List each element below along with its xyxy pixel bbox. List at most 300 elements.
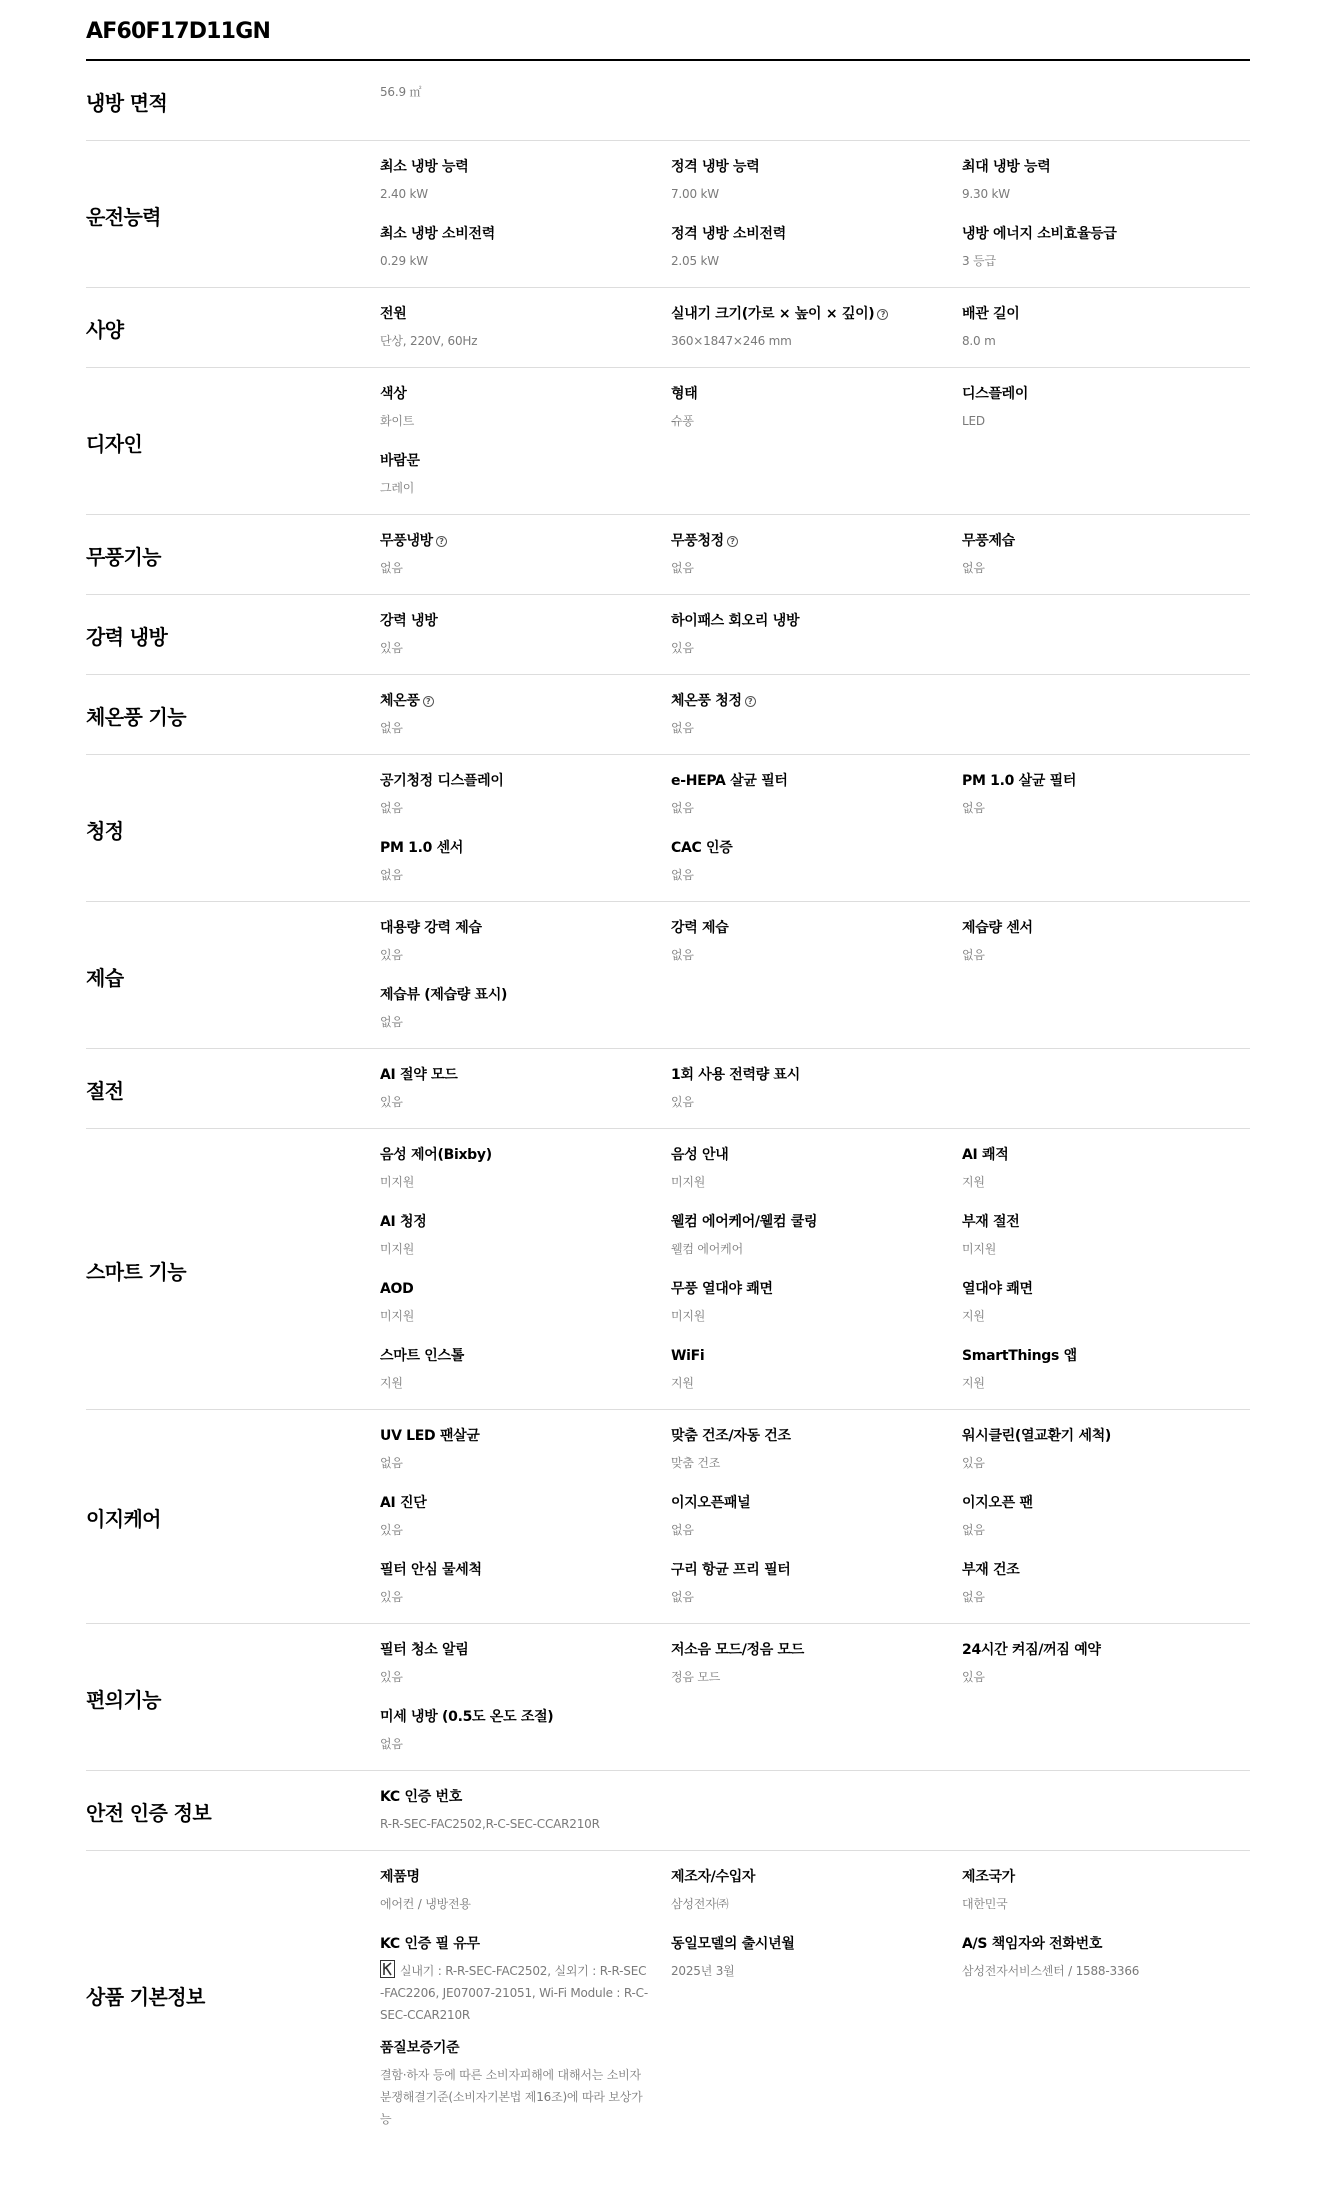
section-title: 절전 <box>86 1079 124 1103</box>
spec-item <box>671 218 962 285</box>
spec-value-text: 없음 <box>962 1523 985 1537</box>
spec-label <box>380 685 649 713</box>
spec-grid <box>380 298 1252 365</box>
section-title: 사양 <box>86 318 124 342</box>
spec-value-text: 없음 <box>671 948 694 962</box>
section-title: 운전능력 <box>86 204 161 229</box>
spec-item <box>380 1206 671 1273</box>
spec-value <box>380 1666 649 1688</box>
spec-value <box>380 1452 649 1474</box>
spec-item <box>671 832 962 899</box>
section-title: 체온풍 기능 <box>86 705 186 729</box>
spec-label <box>962 1928 1230 1956</box>
spec-value <box>671 1893 940 1915</box>
spec-label-text: KC 인증 필 유무 <box>380 1936 480 1952</box>
spec-value <box>380 330 649 352</box>
spec-item <box>671 1554 962 1621</box>
spec-label <box>380 1781 649 1809</box>
spec-label <box>380 445 649 473</box>
spec-label <box>962 1634 1230 1662</box>
spec-label-text: 전원 <box>380 306 407 322</box>
spec-value <box>671 1586 940 1608</box>
spec-value-text: 미지원 <box>380 1309 415 1323</box>
spec-label-text: 최소 냉방 소비전력 <box>380 226 495 242</box>
spec-label-text: AI 청정 <box>380 1214 427 1230</box>
spec-item <box>671 685 962 752</box>
spec-value-text: 있음 <box>380 641 403 655</box>
spec-item <box>962 525 1252 592</box>
section-title: 제습 <box>86 965 124 990</box>
spec-section <box>86 141 1250 288</box>
spec-label-text: 형태 <box>671 386 698 402</box>
spec-value <box>671 1372 940 1394</box>
spec-grid <box>380 1634 1252 1768</box>
spec-value-text: 있음 <box>380 1523 403 1537</box>
spec-value <box>962 1893 1230 1915</box>
spec-label <box>962 1340 1230 1368</box>
spec-grid <box>380 1420 1252 1621</box>
spec-section <box>86 1624 1250 1771</box>
spec-item <box>380 1701 671 1768</box>
spec-label-text: 최소 냉방 능력 <box>380 159 469 175</box>
spec-item <box>380 1340 671 1407</box>
spec-grid <box>380 1139 1252 1407</box>
spec-value-text: 없음 <box>671 1523 694 1537</box>
spec-value <box>962 944 1230 966</box>
spec-label-text: 구리 항균 프리 필터 <box>671 1562 791 1578</box>
spec-value <box>671 1666 940 1688</box>
spec-value <box>671 410 940 432</box>
spec-value <box>962 1305 1230 1327</box>
spec-label <box>671 1340 940 1368</box>
spec-value <box>962 410 1230 432</box>
spec-label-text: UV LED 팬살균 <box>380 1428 480 1444</box>
spec-label <box>380 1059 649 1087</box>
spec-value-text: 지원 <box>380 1376 403 1390</box>
spec-label-text: 제조자/수입자 <box>671 1869 756 1885</box>
spec-item <box>380 605 671 672</box>
spec-value-text: 없음 <box>380 1015 403 1029</box>
spec-label-text: PM 1.0 센서 <box>380 840 464 856</box>
spec-item <box>380 685 671 752</box>
spec-item <box>380 1059 671 1126</box>
spec-grid <box>380 525 1252 592</box>
spec-label-text: 공기청정 디스플레이 <box>380 773 504 789</box>
spec-label <box>671 605 940 633</box>
spec-label <box>380 1273 649 1301</box>
spec-value <box>380 1011 649 1033</box>
spec-label-text: 제습량 센서 <box>962 920 1033 936</box>
spec-label-text: 부재 절전 <box>962 1214 1020 1230</box>
spec-section <box>86 902 1250 1049</box>
spec-item <box>962 378 1252 445</box>
spec-label-text: 음성 안내 <box>671 1147 729 1163</box>
spec-value <box>671 183 940 205</box>
spec-label-text: 무풍제습 <box>962 533 1015 549</box>
spec-label <box>671 1634 940 1662</box>
spec-label <box>380 912 649 940</box>
spec-value <box>671 637 940 659</box>
spec-value <box>380 1171 649 1193</box>
spec-value-text: 없음 <box>380 721 403 735</box>
spec-label <box>380 2032 649 2060</box>
spec-value-text: 있음 <box>671 641 694 655</box>
spec-value-text: 있음 <box>962 1456 985 1470</box>
spec-value <box>380 1586 649 1608</box>
spec-item <box>962 1487 1252 1554</box>
spec-label <box>380 979 649 1007</box>
spec-value <box>380 1813 649 1835</box>
spec-label-text: 필터 청소 알림 <box>380 1642 469 1658</box>
spec-value-text: 정음 모드 <box>671 1670 721 1684</box>
spec-label-text: 제습뷰 (제습량 표시) <box>380 987 508 1003</box>
spec-value <box>671 1452 940 1474</box>
spec-item <box>962 1206 1252 1273</box>
spec-value-text: 웰컴 에어케어 <box>671 1242 743 1256</box>
spec-label <box>380 765 649 793</box>
spec-label-text: 정격 냉방 소비전력 <box>671 226 786 242</box>
spec-label <box>962 298 1230 326</box>
spec-value <box>671 1238 940 1260</box>
spec-label-text: 바람문 <box>380 453 420 469</box>
spec-value-text: 지원 <box>962 1376 985 1390</box>
spec-section <box>86 675 1250 755</box>
spec-value-text: 없음 <box>380 1456 403 1470</box>
spec-label <box>671 1420 940 1448</box>
spec-item <box>671 151 962 218</box>
spec-label <box>962 525 1230 553</box>
spec-item <box>380 525 671 592</box>
spec-label-text: 부재 건조 <box>962 1562 1020 1578</box>
question-icon[interactable]: ? <box>877 309 888 320</box>
section-title: 디자인 <box>86 431 143 456</box>
spec-label <box>380 378 649 406</box>
spec-label-text: AI 쾌적 <box>962 1147 1009 1163</box>
question-icon[interactable]: ? <box>745 696 756 707</box>
spec-value <box>671 330 940 352</box>
spec-value <box>380 1305 649 1327</box>
spec-section <box>86 61 1250 141</box>
spec-value-text: 실내기 : R-R-SEC-FAC2502, 실외기 : R-R-SEC-FAC2206, JE07007-21051, Wi-Fi Module : R-C-SEC-CCAR210R <box>380 1964 648 2022</box>
spec-label-text: 배관 길이 <box>962 306 1020 322</box>
spec-section <box>86 515 1250 595</box>
spec-value-text: 없음 <box>380 1737 403 1751</box>
spec-item <box>380 765 671 832</box>
spec-value-text: 없음 <box>671 801 694 815</box>
spec-label <box>380 1487 649 1515</box>
spec-item <box>671 525 962 592</box>
spec-value-text: 56.9 ㎡ <box>380 85 422 99</box>
spec-value <box>380 1893 649 1915</box>
spec-item <box>962 1554 1252 1621</box>
spec-label <box>380 298 649 326</box>
spec-value <box>380 944 649 966</box>
spec-grid <box>380 151 1252 285</box>
spec-label <box>962 151 1230 179</box>
spec-value <box>671 1091 940 1113</box>
spec-item <box>380 979 671 1046</box>
spec-label <box>380 1340 649 1368</box>
spec-label <box>671 151 940 179</box>
spec-value <box>962 1666 1230 1688</box>
spec-label <box>671 1928 940 1956</box>
spec-label-text: 체온풍 청정 <box>671 693 742 709</box>
spec-value-text: 없음 <box>962 801 985 815</box>
spec-item <box>380 1139 671 1206</box>
spec-value-text: 3 등급 <box>962 254 996 268</box>
spec-value <box>380 557 649 579</box>
spec-label <box>671 1206 940 1234</box>
spec-item <box>380 445 671 512</box>
spec-item <box>962 1139 1252 1206</box>
spec-label <box>671 685 940 713</box>
spec-value-text: 지원 <box>671 1376 694 1390</box>
spec-label-text: 1회 사용 전력량 표시 <box>671 1067 800 1083</box>
spec-label <box>962 1861 1230 1889</box>
spec-section <box>86 288 1250 368</box>
spec-item <box>962 912 1252 979</box>
spec-section <box>86 1771 1250 1851</box>
spec-value-text: 맞춤 건조 <box>671 1456 721 1470</box>
spec-label-text: KC 인증 번호 <box>380 1789 462 1805</box>
spec-value-text: LED <box>962 414 985 428</box>
spec-grid <box>380 378 1252 512</box>
section-title: 청정 <box>86 818 124 843</box>
spec-label <box>380 1420 649 1448</box>
spec-label-text: 대용량 강력 제습 <box>380 920 482 936</box>
spec-item <box>380 1420 671 1487</box>
spec-item <box>380 2032 671 2136</box>
spec-value-text: 0.29 kW <box>380 254 428 268</box>
spec-section <box>86 1129 1250 1410</box>
spec-value-text: 미지원 <box>380 1175 415 1189</box>
spec-label <box>962 1487 1230 1515</box>
spec-item <box>380 378 671 445</box>
spec-label-text: 강력 제습 <box>671 920 729 936</box>
spec-value <box>380 1960 649 2026</box>
spec-section <box>86 1410 1250 1624</box>
spec-item <box>671 765 962 832</box>
spec-value <box>962 557 1230 579</box>
spec-grid <box>380 912 1252 1046</box>
spec-item <box>671 1273 962 1340</box>
spec-label <box>671 298 940 326</box>
spec-value-text: 있음 <box>380 1670 403 1684</box>
spec-value <box>380 183 649 205</box>
spec-label-text: 최대 냉방 능력 <box>962 159 1051 175</box>
spec-grid <box>380 605 1252 672</box>
spec-value-text: 미지원 <box>380 1242 415 1256</box>
spec-label <box>962 765 1230 793</box>
spec-label <box>380 1928 649 1956</box>
spec-value-text: 360×1847×246 mm <box>671 334 792 348</box>
spec-item <box>380 1781 671 1848</box>
spec-label <box>380 605 649 633</box>
spec-label-text: 웰컴 에어케어/웰컴 쿨링 <box>671 1214 818 1230</box>
spec-value-text: 없음 <box>671 721 694 735</box>
spec-item <box>671 1928 962 2032</box>
spec-item <box>380 298 671 365</box>
spec-value <box>962 1452 1230 1474</box>
spec-value <box>962 330 1230 352</box>
model-title: AF60F17D11GN <box>86 0 1250 61</box>
spec-value-text: 9.30 kW <box>962 187 1010 201</box>
spec-label-text: 체온풍 <box>380 693 420 709</box>
spec-value <box>671 944 940 966</box>
spec-label-text: 저소음 모드/정음 모드 <box>671 1642 804 1658</box>
spec-value-text: 미지원 <box>671 1309 706 1323</box>
spec-label-text: SmartThings 앱 <box>962 1348 1077 1364</box>
spec-value <box>962 250 1230 272</box>
spec-label-text: 냉방 에너지 소비효율등급 <box>962 226 1117 242</box>
spec-value-text: 없음 <box>380 561 403 575</box>
spec-value-text: 2.40 kW <box>380 187 428 201</box>
spec-value-text: 화이트 <box>380 414 415 428</box>
spec-label <box>671 765 940 793</box>
question-icon[interactable]: ? <box>423 696 434 707</box>
section-title: 스마트 기능 <box>86 1259 186 1284</box>
spec-item <box>962 765 1252 832</box>
spec-section <box>86 368 1250 515</box>
spec-grid <box>380 765 1252 899</box>
spec-label <box>962 1206 1230 1234</box>
spec-label-text: 이지오픈패널 <box>671 1495 751 1511</box>
spec-item <box>671 1206 962 1273</box>
spec-value-text: 7.00 kW <box>671 187 719 201</box>
spec-label-text: 24시간 켜짐/꺼짐 예약 <box>962 1642 1101 1658</box>
spec-section <box>86 595 1250 675</box>
spec-value-text: 있음 <box>380 1095 403 1109</box>
spec-item <box>671 1139 962 1206</box>
spec-value-text: 8.0 m <box>962 334 996 348</box>
spec-label-text: 정격 냉방 능력 <box>671 159 760 175</box>
spec-label-text: 열대야 쾌면 <box>962 1281 1033 1297</box>
spec-label-text: 이지오픈 팬 <box>962 1495 1033 1511</box>
spec-label <box>380 151 649 179</box>
spec-label <box>380 1634 649 1662</box>
spec-item <box>671 1420 962 1487</box>
spec-label <box>380 525 649 553</box>
spec-label <box>671 1273 940 1301</box>
spec-item <box>380 151 671 218</box>
spec-label <box>671 525 940 553</box>
spec-item <box>380 1273 671 1340</box>
spec-item <box>380 218 671 285</box>
spec-item <box>962 218 1252 285</box>
spec-label <box>380 1861 649 1889</box>
spec-item <box>671 912 962 979</box>
spec-label-text: 무풍냉방 <box>380 533 433 549</box>
spec-label-text: AI 진단 <box>380 1495 427 1511</box>
spec-label <box>671 218 940 246</box>
section-title: 안전 인증 정보 <box>86 1801 212 1825</box>
spec-value <box>671 717 940 739</box>
spec-value-text: 그레이 <box>380 481 415 495</box>
spec-value-text: 미지원 <box>671 1175 706 1189</box>
spec-label-text: AOD <box>380 1281 414 1297</box>
spec-label <box>380 1701 649 1729</box>
spec-label-text: 하이패스 회오리 냉방 <box>671 613 800 629</box>
spec-item <box>380 71 671 138</box>
spec-label-text: 제조국가 <box>962 1869 1015 1885</box>
spec-item <box>962 151 1252 218</box>
spec-item <box>671 1059 962 1126</box>
spec-label <box>380 218 649 246</box>
spec-label <box>671 1861 940 1889</box>
spec-label <box>671 832 940 860</box>
spec-label-text: 무풍 열대야 쾌면 <box>671 1281 773 1297</box>
spec-label <box>962 1554 1230 1582</box>
spec-value <box>380 637 649 659</box>
spec-label <box>671 1554 940 1582</box>
spec-item <box>671 1861 962 1928</box>
spec-value <box>380 864 649 886</box>
spec-label <box>380 832 649 860</box>
spec-item <box>962 1340 1252 1407</box>
spec-label <box>962 218 1230 246</box>
spec-label-text: 워시클린(열교환기 세척) <box>962 1428 1112 1444</box>
spec-label <box>962 1273 1230 1301</box>
spec-value-text: 있음 <box>962 1670 985 1684</box>
spec-value <box>380 2064 649 2130</box>
spec-label <box>671 1059 940 1087</box>
spec-value-text: 2025년 3월 <box>671 1964 735 1978</box>
spec-value-text: 없음 <box>962 561 985 575</box>
spec-value <box>380 1519 649 1541</box>
spec-value <box>671 1305 940 1327</box>
spec-label-text: 제품명 <box>380 1869 420 1885</box>
spec-value <box>671 1519 940 1541</box>
spec-item <box>962 298 1252 365</box>
spec-label-text: 동일모델의 출시년월 <box>671 1936 795 1952</box>
spec-label-text: A/S 책임자와 전화번호 <box>962 1936 1103 1952</box>
spec-label <box>380 1554 649 1582</box>
spec-value <box>380 1238 649 1260</box>
spec-sections <box>86 61 1250 2138</box>
spec-item <box>380 1634 671 1701</box>
spec-label <box>380 1139 649 1167</box>
spec-value-text: 없음 <box>962 948 985 962</box>
spec-value-text: R-R-SEC-FAC2502,R-C-SEC-CCAR210R <box>380 1817 600 1831</box>
spec-label <box>962 1420 1230 1448</box>
spec-label-text: 무풍청정 <box>671 533 724 549</box>
spec-label <box>962 378 1230 406</box>
spec-value <box>962 797 1230 819</box>
spec-value-text: 2.05 kW <box>671 254 719 268</box>
spec-item <box>671 1340 962 1407</box>
spec-value <box>962 1238 1230 1260</box>
spec-grid <box>380 71 1252 138</box>
question-icon[interactable]: ? <box>727 536 738 547</box>
section-title: 냉방 면적 <box>86 91 168 115</box>
question-icon[interactable]: ? <box>436 536 447 547</box>
section-title: 상품 기본정보 <box>86 1985 205 2009</box>
spec-item <box>962 1861 1252 1928</box>
section-title: 무풍기능 <box>86 545 161 569</box>
spec-label-text: 맞춤 건조/자동 건조 <box>671 1428 791 1444</box>
spec-label <box>671 912 940 940</box>
spec-value-text: 슈퐁 <box>671 414 694 428</box>
spec-label-text: WiFi <box>671 1348 705 1364</box>
spec-label-text: 필터 안심 물세척 <box>380 1562 482 1578</box>
spec-label-text: 실내기 크기(가로 × 높이 × 깊이) <box>671 306 875 322</box>
spec-item <box>962 1634 1252 1701</box>
spec-label <box>380 1206 649 1234</box>
spec-value-text: 없음 <box>962 1590 985 1604</box>
spec-label <box>671 1139 940 1167</box>
spec-grid <box>380 1781 1252 1848</box>
spec-value-text: 삼성전자서비스센터 / 1588-3366 <box>962 1964 1140 1978</box>
